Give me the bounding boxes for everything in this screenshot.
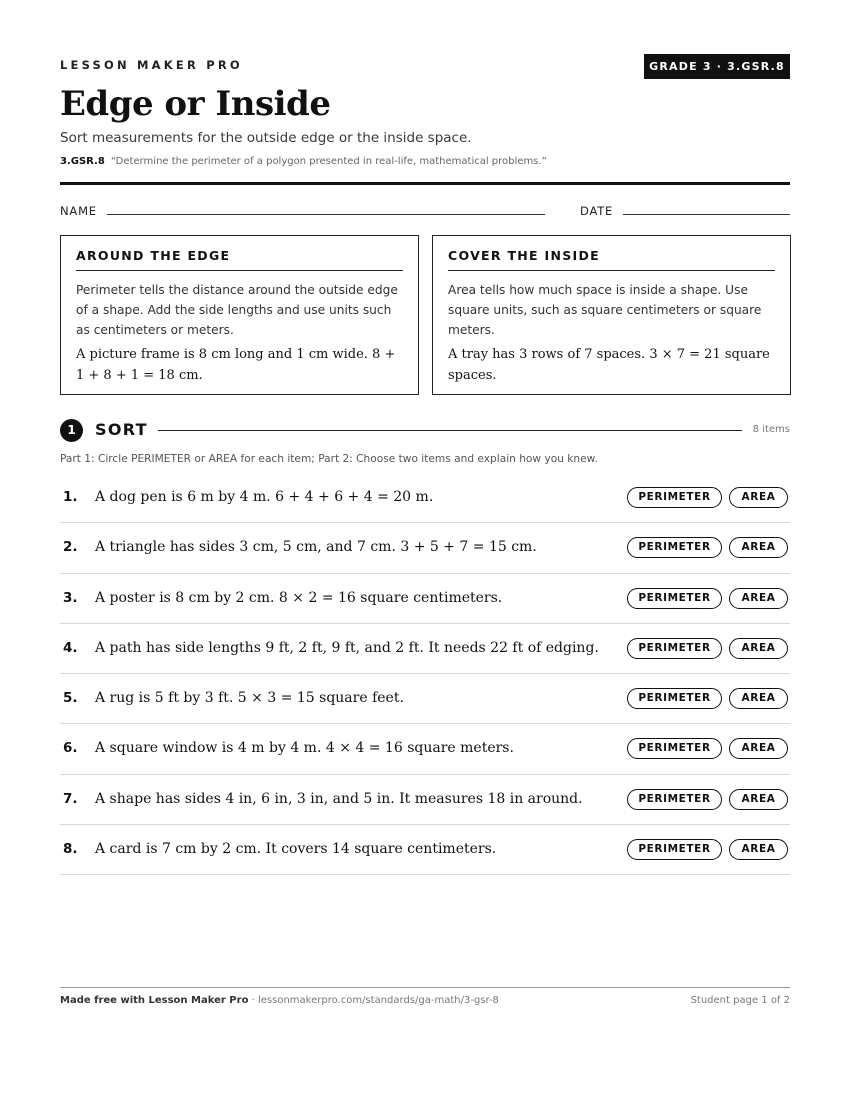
item-number: 4. — [63, 639, 78, 656]
item-text: A card is 7 cm by 2 cm. It covers 14 square centimeters. — [95, 841, 497, 858]
item-text: A poster is 8 cm by 2 cm. 8 × 2 = 16 square centimeters. — [95, 589, 503, 606]
item-list — [60, 473, 790, 875]
perimeter-choice-button[interactable]: PERIMETER — [627, 839, 722, 860]
box-text: Perimeter tells the distance around the outside edge of a shape. Add the side lengths and use units such as centimeters or meters. — [76, 283, 398, 337]
footer-page-number: Student page 1 of 2 — [690, 995, 790, 1006]
perimeter-choice-button[interactable]: PERIMETER — [627, 638, 722, 659]
perimeter-choice-button[interactable]: PERIMETER — [627, 487, 722, 508]
list-item — [60, 825, 790, 875]
perimeter-info-box — [60, 235, 419, 395]
date-field[interactable] — [623, 214, 790, 215]
area-choice-button[interactable]: AREA — [729, 839, 788, 860]
box-heading: AROUND THE EDGE — [76, 248, 403, 271]
list-item — [60, 624, 790, 674]
item-text: A square window is 4 m by 4 m. 4 × 4 = 16 square meters. — [95, 740, 514, 757]
standard-code: 3.GSR.8 — [60, 156, 105, 167]
box-text: Area tells how much space is inside a shape. Use square units, such as square centimeters or square meters. — [448, 283, 762, 337]
instructions: Part 1: Circle PERIMETER or AREA for each item; Part 2: Choose two items and explain how you knew. — [60, 453, 598, 465]
box-example: A tray has 3 rows of 7 spaces. 3 × 7 = 21 square spaces. — [448, 347, 770, 383]
item-count: 8 items — [752, 424, 790, 435]
footer-credit — [60, 995, 499, 1006]
item-text: A triangle has sides 3 cm, 5 cm, and 7 cm. 3 + 5 + 7 = 15 cm. — [95, 539, 537, 556]
perimeter-choice-button[interactable]: PERIMETER — [627, 588, 722, 609]
area-info-box — [432, 235, 791, 395]
area-choice-button[interactable]: AREA — [729, 638, 788, 659]
area-choice-button[interactable]: AREA — [729, 688, 788, 709]
brand-name: LESSON MAKER PRO — [60, 58, 243, 72]
list-item — [60, 574, 790, 624]
item-number: 7. — [63, 790, 78, 807]
standard-text: “Determine the perimeter of a polygon presented in real-life, mathematical problems.” — [110, 156, 547, 167]
worksheet-page — [60, 0, 790, 1100]
box-heading: COVER THE INSIDE — [448, 248, 775, 271]
list-item — [60, 473, 790, 523]
area-choice-button[interactable]: AREA — [729, 487, 788, 508]
item-number: 6. — [63, 740, 78, 757]
standard-line — [60, 156, 547, 167]
perimeter-choice-button[interactable]: PERIMETER — [627, 738, 722, 759]
page-subtitle: Sort measurements for the outside edge or the inside space. — [60, 130, 472, 146]
list-item — [60, 724, 790, 774]
header-divider — [60, 182, 790, 185]
name-label: NAME — [60, 204, 97, 218]
item-number: 5. — [63, 690, 78, 707]
item-text: A path has side lengths 9 ft, 2 ft, 9 ft, and 2 ft. It needs 22 ft of edging. — [95, 639, 599, 656]
item-number: 1. — [63, 489, 78, 505]
perimeter-choice-button[interactable]: PERIMETER — [627, 688, 722, 709]
list-item — [60, 674, 790, 724]
section-title: SORT — [95, 420, 148, 439]
item-text: A rug is 5 ft by 3 ft. 5 × 3 = 15 square feet. — [95, 690, 404, 707]
footer-divider — [60, 987, 790, 988]
list-item — [60, 523, 790, 573]
box-example: A picture frame is 8 cm long and 1 cm wide. 8 + 1 + 8 + 1 = 18 cm. — [76, 347, 396, 383]
perimeter-choice-button[interactable]: PERIMETER — [627, 789, 722, 810]
list-item — [60, 775, 790, 825]
page-title: Edge or Inside — [60, 84, 331, 124]
item-text: A shape has sides 4 in, 6 in, 3 in, and 5 in. It measures 18 in around. — [95, 790, 583, 807]
section-number-badge: 1 — [60, 419, 83, 442]
area-choice-button[interactable]: AREA — [729, 537, 788, 558]
area-choice-button[interactable]: AREA — [729, 588, 788, 609]
area-choice-button[interactable]: AREA — [729, 789, 788, 810]
area-choice-button[interactable]: AREA — [729, 738, 788, 759]
grade-badge: GRADE 3 · 3.GSR.8 — [644, 54, 790, 79]
perimeter-choice-button[interactable]: PERIMETER — [627, 537, 722, 558]
section-divider — [158, 430, 742, 431]
footer-made-with: Made free with Lesson Maker Pro — [60, 995, 249, 1006]
item-text: A dog pen is 6 m by 4 m. 6 + 4 + 6 + 4 = 20 m. — [95, 489, 434, 505]
item-number: 3. — [63, 589, 78, 606]
item-number: 2. — [63, 539, 78, 556]
item-number: 8. — [63, 841, 78, 858]
date-label: DATE — [580, 204, 614, 218]
footer-url[interactable]: · lessonmakerpro.com/standards/ga-math/3-gsr-8 — [248, 995, 499, 1006]
name-field[interactable] — [107, 214, 545, 215]
